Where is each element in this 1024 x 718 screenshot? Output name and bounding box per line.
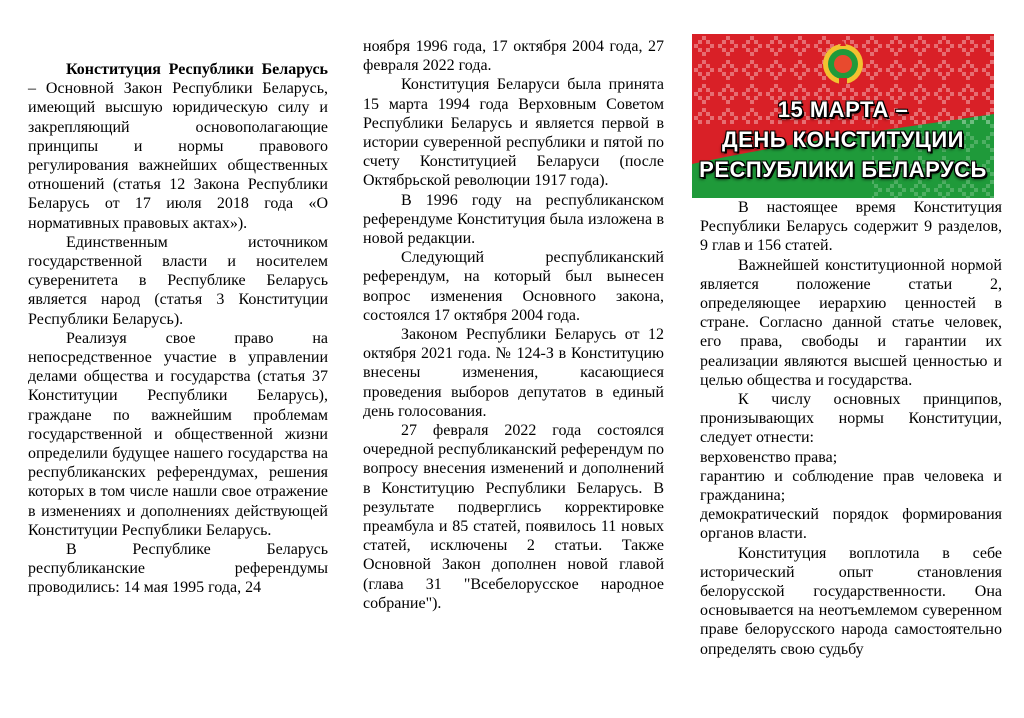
column-right <box>700 198 1002 659</box>
paragraph-structure: В настоящее время Конституция Республики Беларусь содержит 9 разделов, 9 глав и 156 статей. <box>700 199 1002 255</box>
constitution-term: Конституция Республики Беларусь <box>66 61 328 78</box>
paragraph-referendum-dates: В Республике Беларусь республиканские референдумы проводились: 14 мая 1995 года, 24 <box>28 541 328 597</box>
banner-country: РЕСПУБЛИКИ БЕЛАРУСЬ <box>699 157 987 182</box>
list-item: демократический порядок формирования органов власти. <box>700 506 1002 543</box>
paragraph-principles: К числу основных принципов, пронизывающих нормы Конституции, следует отнести: <box>700 391 1002 447</box>
column-middle <box>363 37 664 613</box>
paragraph-referendum-dates-cont: ноября 1996 года, 17 октября 2004 года, 27 февраля 2022 года. <box>363 38 664 75</box>
paragraph-2021-law: Законом Республики Беларусь от 12 октября 2021 года. № 124-З в Конституцию внесены изменения, касающиеся проведения выборов депутатов в единый день голосования. <box>363 326 664 420</box>
paragraph-sovereignty: Единственным источником государственной власти и носителем суверенитета в Республике Беларусь является народ (статья 3 Конституции Республики Беларусь). <box>28 233 328 328</box>
constitution-day-banner <box>692 34 994 198</box>
column-left <box>28 60 328 598</box>
paragraph-intro <box>28 60 328 233</box>
paragraph-referendums: Реализуя свое право на непосредственное участие в управлении делами общества и государства (статья 37 Конституции Республики Беларусь), граждане по важнейшим проблемам государственной и общественной жизни определили будущее нашего государства на республиканских референдумах, решения которых в том числе нашли свое отражение в изменениях и дополнениях действующей Конституции Республики Беларусь. <box>28 329 328 539</box>
constitution-definition: – Основной Закон Республики Беларусь, имеющий высшую юридическую силу и закрепляющий основополагающие принципы и нормы правового регулирования важнейших общественных отношений (статья 12 Закона Республики Беларусь от 17 июля 2018 года «О нормативных правовых актах»). <box>28 80 328 232</box>
paragraph-adoption: Конституция Беларуси была принята 15 марта 1994 года Верховным Советом Республики Беларусь и является первой в истории суверенной республики и пятой по счету Конституцией Беларуси (после Октябрьской революции 1917 года). <box>363 76 664 190</box>
paragraph-history: Конституция воплотила в себе исторический опыт становления белорусской государственности. Она основывается на неотъемлемом суверенном праве белорусского народа самостоятельно определять свою судьбу <box>700 544 1002 658</box>
paragraph-1996: В 1996 году на республиканском референдуме Конституция была изложена в новой редакции. <box>363 191 664 248</box>
list-item: верховенство права; <box>700 448 838 466</box>
paragraph-article-2: Важнейшей конституционной нормой является положение статьи 2, определяющее иерархию ценностей в стране. Согласно данной статье человек, его права, свободы и гарантии их реализации являются высшей ценностью и целью общества и государства. <box>700 256 1002 389</box>
paragraph-2022: 27 февраля 2022 года состоялся очередной республиканский референдум по вопросу внесения изменений и дополнений в Конституцию Республики Беларусь. В результате подверглись корректировке преамбула и 85 статей, появилось 11 новых статей, исключены 2 статьи. Также Основной Закон дополнен новой главой (глава 31 "Всебелорусское народное собрание"). <box>363 422 664 612</box>
banner-holiday: ДЕНЬ КОНСТИТУЦИИ <box>722 127 964 152</box>
list-item: гарантию и соблюдение прав человека и гражданина; <box>700 467 1002 505</box>
paragraph-2004: Следующий республиканский референдум, на который был вынесен вопрос изменения Основного закона, состоялся 17 октября 2004 года. <box>363 249 664 324</box>
banner-date: 15 МАРТА – <box>777 97 909 122</box>
